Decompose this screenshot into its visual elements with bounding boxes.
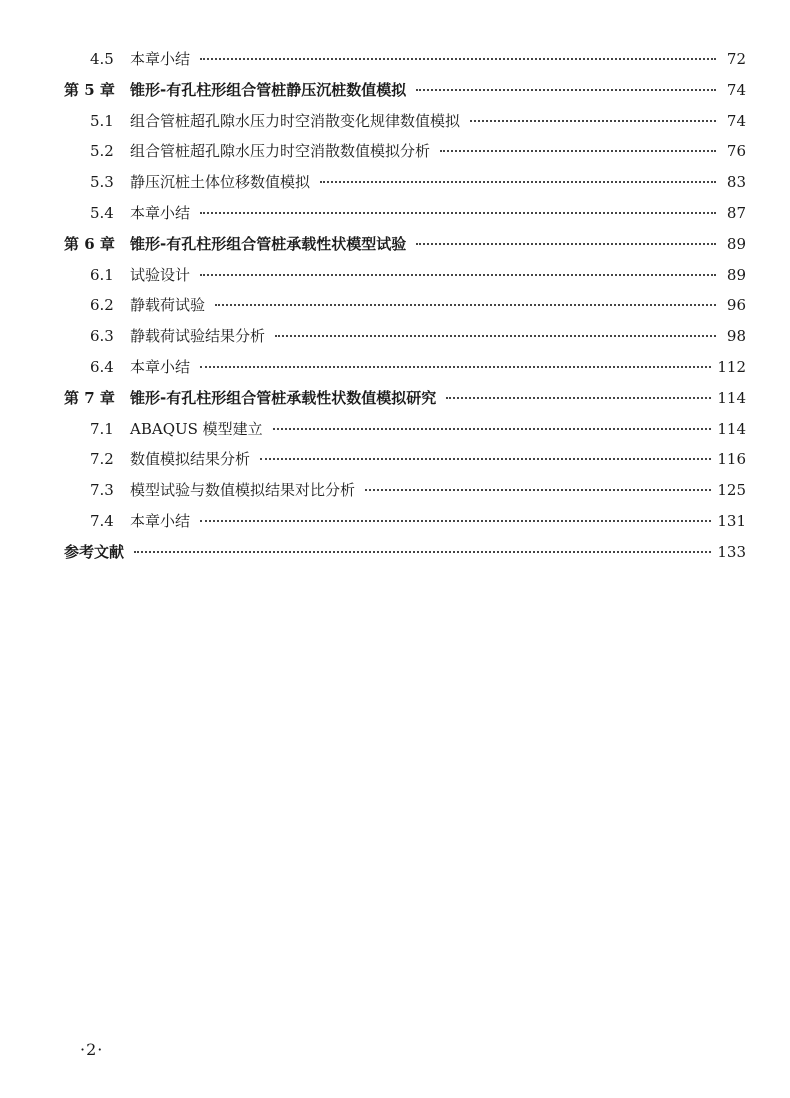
chapter-number: 第 6 章 <box>64 234 115 253</box>
toc-chapter-entry[interactable] <box>64 75 746 106</box>
toc-entry[interactable] <box>64 290 746 321</box>
entry-number: 5.3 <box>90 173 114 192</box>
entry-number: 6.1 <box>90 265 114 284</box>
dot-leader <box>470 119 716 122</box>
entry-page: 72 <box>726 50 746 68</box>
dot-leader <box>260 457 711 460</box>
dot-leader <box>200 273 716 276</box>
entry-number: 4.5 <box>90 50 114 68</box>
entry-title: 静压沉桩土体位移数值模拟 <box>130 173 311 192</box>
entry-number: 7.2 <box>90 450 114 469</box>
entry-number: 7.3 <box>90 481 114 500</box>
entry-number: 7.1 <box>90 419 114 438</box>
entry-page: 112 <box>717 357 746 376</box>
entry-page: 116 <box>717 450 746 469</box>
toc-entry[interactable] <box>64 198 746 229</box>
entry-title: 数值模拟结果分析 <box>130 450 251 469</box>
toc-chapter-entry[interactable] <box>64 383 746 414</box>
entry-title: ABAQUS 模型建立 <box>130 419 263 438</box>
toc-references-entry[interactable] <box>64 537 746 568</box>
dot-leader <box>200 57 716 60</box>
entry-page: 74 <box>726 80 746 99</box>
dot-leader <box>200 365 711 368</box>
entry-page: 114 <box>717 388 746 407</box>
entry-page: 131 <box>717 511 746 530</box>
toc-entry[interactable] <box>64 44 746 75</box>
dot-leader <box>446 396 711 399</box>
entry-page: 96 <box>726 296 746 315</box>
entry-number: 5.2 <box>90 142 114 161</box>
entry-title: 本章小结 <box>130 50 191 68</box>
toc-entry[interactable] <box>64 321 746 352</box>
entry-title: 组合管桩超孔隙水压力时空消散数值模拟分析 <box>130 142 431 161</box>
entry-title: 本章小结 <box>130 203 191 222</box>
entry-page: 89 <box>726 234 746 253</box>
dot-leader <box>200 519 711 522</box>
entry-title: 本章小结 <box>130 511 191 530</box>
entry-title: 组合管桩超孔隙水压力时空消散变化规律数值模拟 <box>130 111 461 130</box>
toc-entry[interactable] <box>64 352 746 383</box>
dot-leader <box>275 334 716 337</box>
page-number: ·2· <box>80 1040 104 1059</box>
entry-number: 6.2 <box>90 296 114 315</box>
entry-number: 5.4 <box>90 203 114 222</box>
entry-number: 7.4 <box>90 511 114 530</box>
entry-page: 76 <box>726 142 746 161</box>
references-title: 参考文献 <box>64 542 125 561</box>
entry-page: 114 <box>717 419 746 438</box>
toc-entry[interactable] <box>64 444 746 475</box>
entry-title: 静载荷试验结果分析 <box>130 327 266 346</box>
toc-entry[interactable] <box>64 106 746 137</box>
dot-leader <box>134 550 711 553</box>
chapter-number: 第 5 章 <box>64 80 115 99</box>
table-of-contents <box>64 44 746 568</box>
entry-page: 74 <box>726 111 746 130</box>
chapter-number: 第 7 章 <box>64 388 115 407</box>
entry-title: 本章小结 <box>130 357 191 376</box>
toc-entry[interactable] <box>64 260 746 291</box>
entry-page: 125 <box>717 481 746 500</box>
entry-page: 83 <box>726 173 746 192</box>
dot-leader <box>200 211 716 214</box>
dot-leader <box>365 488 711 491</box>
chapter-title: 锥形-有孔柱形组合管桩静压沉桩数值模拟 <box>130 80 407 99</box>
entry-page: 98 <box>726 327 746 346</box>
dot-leader <box>320 180 716 183</box>
dot-leader <box>215 303 716 306</box>
chapter-title: 锥形-有孔柱形组合管桩承载性状数值模拟研究 <box>130 388 437 407</box>
entry-page: 133 <box>717 542 746 561</box>
entry-number: 6.4 <box>90 357 114 376</box>
dot-leader <box>416 88 716 91</box>
dot-leader <box>416 242 716 245</box>
toc-entry[interactable] <box>64 167 746 198</box>
entry-page: 87 <box>726 203 746 222</box>
entry-title: 试验设计 <box>130 265 191 284</box>
dot-leader <box>440 149 716 152</box>
entry-page: 89 <box>726 265 746 284</box>
entry-number: 6.3 <box>90 327 114 346</box>
toc-entry[interactable] <box>64 414 746 445</box>
dot-leader <box>273 427 712 430</box>
entry-number: 5.1 <box>90 111 114 130</box>
chapter-title: 锥形-有孔柱形组合管桩承载性状模型试验 <box>130 234 407 253</box>
toc-entry[interactable] <box>64 136 746 167</box>
toc-entry[interactable] <box>64 475 746 506</box>
entry-title: 静载荷试验 <box>130 296 206 315</box>
toc-chapter-entry[interactable] <box>64 229 746 260</box>
entry-title: 模型试验与数值模拟结果对比分析 <box>130 481 356 500</box>
toc-entry[interactable] <box>64 506 746 537</box>
